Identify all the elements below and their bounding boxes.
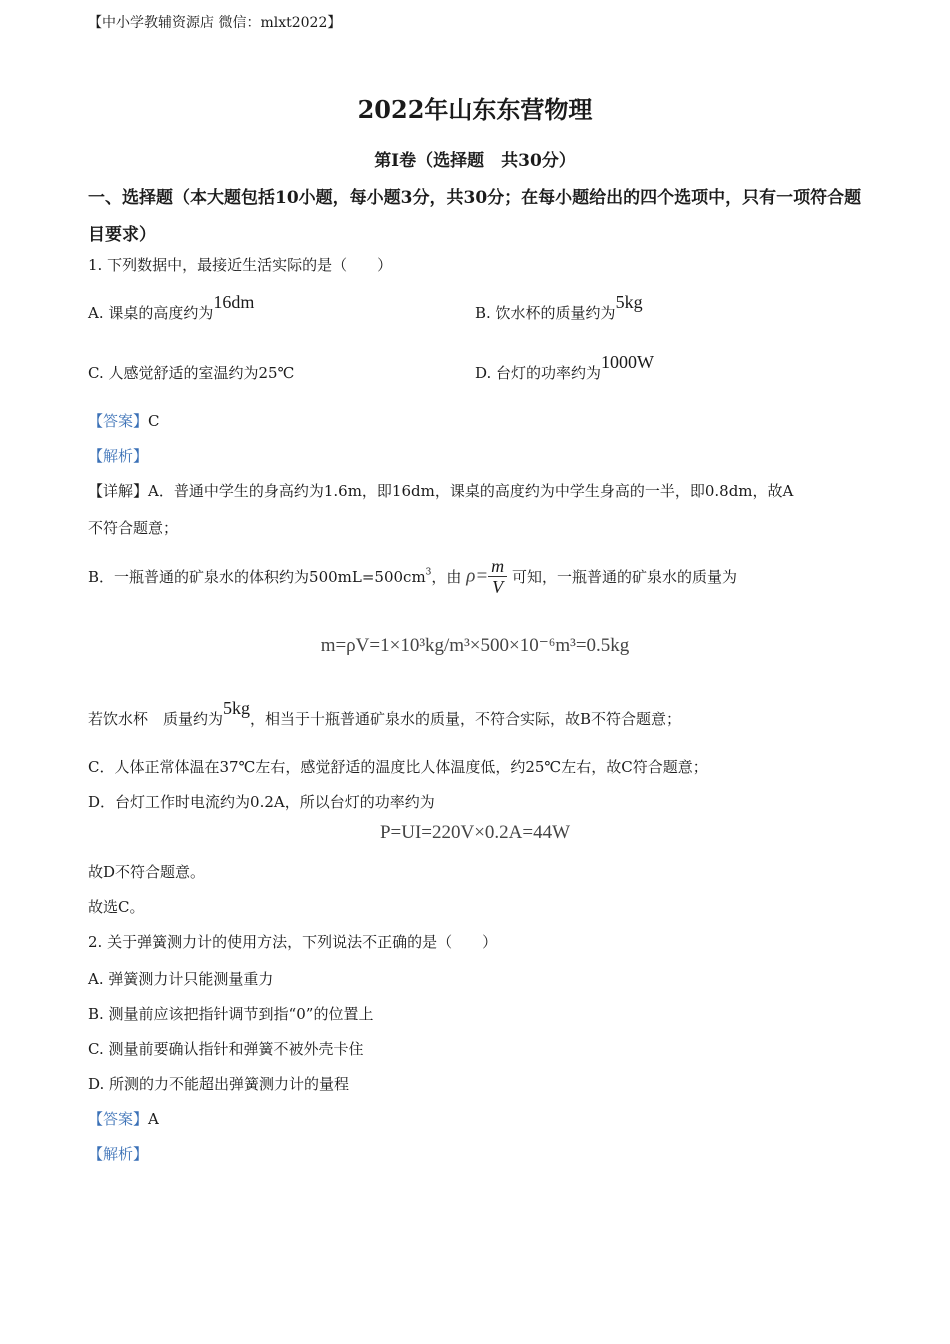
header-note: 【中小学教辅资源店 微信：mlxt2022】 — [88, 15, 342, 31]
detail-b2-value: 5kg — [223, 698, 251, 718]
q1-answer — [88, 410, 160, 431]
q1-option-d — [475, 352, 655, 383]
formula-power: P=UI=220V×0.2A=44W — [379, 822, 571, 843]
q1-detail-a-line2: 不符合题意； — [88, 519, 179, 537]
q2-analysis-tag: 【解析】 — [88, 1145, 149, 1163]
q1-detail-b2 — [88, 698, 682, 729]
q1-option-a-value: 16dm — [213, 292, 255, 312]
detail-b-mid: ，由 — [431, 568, 462, 586]
q2-option-d: D. 所测的力不能超出弹簧测力计的量程 — [88, 1075, 350, 1093]
formula-mass: m=ρV=1×10³kg/m³×500×10⁻⁶m³=0.5kg — [320, 635, 630, 656]
q1-option-a-label: A. 课桌的高度约为 — [88, 304, 214, 322]
detail-a-text: A．普通中学生的身高约为1.6m，即16dm，课桌的高度约为中学生身高的一半，即0.8dm，故A — [148, 482, 794, 500]
q2-stem: 2. 关于弹簧测力计的使用方法，下列说法不正确的是（ ） — [88, 933, 498, 951]
detail-b2-pre: 若饮水杯 质量约为 — [88, 710, 224, 728]
q1-conclusion: 故选C。 — [88, 898, 145, 916]
density-fraction — [488, 556, 507, 597]
q2-option-b: B. 测量前应该把指针调节到指“0”的位置上 — [88, 1005, 374, 1023]
rho-equals: ρ= — [466, 565, 489, 587]
q2-answer — [88, 1108, 159, 1129]
q1-analysis-tag: 【解析】 — [88, 447, 149, 465]
answer-value: C — [148, 412, 160, 430]
fraction-denominator: V — [492, 577, 504, 597]
page-title: 2022年山东东营物理 — [357, 95, 593, 124]
q1-option-d-label: D. 台灯的功率约为 — [475, 364, 602, 382]
q1-option-b-value: 5kg — [615, 292, 643, 312]
q1-detail-d2: 故D不符合题意。 — [88, 863, 206, 881]
answer-tag: 【答案】 — [88, 412, 149, 430]
answer-value: A — [148, 1110, 159, 1128]
q1-detail-c: C．人体正常体温在37℃左右，感觉舒适的温度比人体温度低，约25℃左右，故C符合题意； — [88, 758, 708, 776]
section-heading: 一、选择题（本大题包括10小题，每小题3分，共30分；在每小题给出的四个选项中，只有一项符合题目要求） — [88, 188, 862, 245]
fraction-numerator: m — [488, 556, 507, 577]
q1-option-c: C. 人感觉舒适的室温约为25℃ — [88, 364, 295, 382]
detail-b2-post: ，相当于十瓶普通矿泉水的质量，不符合实际，故B不符合题意； — [250, 710, 682, 728]
q1-option-b-label: B. 饮水杯的质量约为 — [475, 304, 616, 322]
q1-option-a — [88, 292, 255, 323]
q2-option-c: C. 测量前要确认指针和弹簧不被外壳卡住 — [88, 1040, 364, 1058]
q1-detail-b — [88, 556, 737, 597]
q1-stem: 1. 下列数据中，最接近生活实际的是（ ） — [88, 256, 393, 274]
q1-option-d-value: 1000W — [601, 352, 655, 372]
detail-tag: 【详解】 — [88, 482, 149, 500]
detail-b-pre: B．一瓶普通的矿泉水的体积约为500mL=500cm — [88, 568, 426, 586]
q2-option-a: A. 弹簧测力计只能测量重力 — [88, 970, 274, 988]
exam-part-subtitle: 第Ⅰ卷（选择题 共30分） — [374, 151, 576, 171]
answer-tag: 【答案】 — [88, 1110, 149, 1128]
cm3-exponent: 3 — [425, 567, 432, 578]
detail-b-post: 可知，一瓶普通的矿泉水的质量为 — [511, 568, 737, 586]
q1-detail-a-line1 — [88, 480, 793, 501]
q1-detail-d: D．台灯工作时电流约为0.2A，所以台灯的功率约为 — [88, 793, 435, 811]
q1-option-b — [475, 292, 643, 323]
